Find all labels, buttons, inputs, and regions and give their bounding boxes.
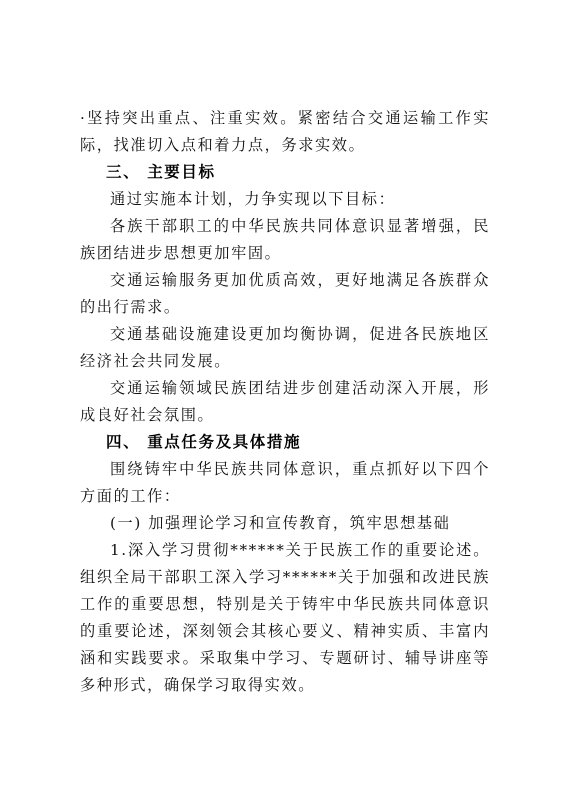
paragraph-goal-awareness: 各族干部职工的中华民族共同体意识显著增强，民族团结进步思想更加牢固。 [80,217,490,262]
paragraph-goal-infrastructure: 交通基础设施建设更加均衡协调，促进各民族地区经济社会共同发展。 [80,325,490,370]
paragraph-goals-intro: 通过实施本计划，力争实现以下目标： [110,190,396,208]
paragraph-goal-unity: 交通运输领域民族团结进步创建活动深入开展，形成良好社会氛围。 [80,379,490,424]
paragraph-task-1: 1.深入学习贯彻******关于民族工作的重要论述。组织全局干部职工深入学习******关于加强和改进民族工作的重要思想，特别是关于铸牢中华民族共同体意识的重要论述，深刻领会其核心要义、精神实质、丰富内涵和实践要求。采取集中学习、专题研讨、辅导讲座等多种形式，确保学习取得实效。 [80,541,490,694]
section-heading-main-goals: 三、 主要目标 [106,163,216,181]
document-body [80,105,490,699]
paragraph-tasks-intro: 围绕铸牢中华民族共同体意识，重点抓好以下四个方面的工作： [80,460,490,505]
paragraph-goal-service: 交通运输服务更加优质高效，更好地满足各族群众的出行需求。 [80,271,490,316]
section-heading-key-tasks: 四、 重点任务及具体措施 [106,433,302,451]
paragraph-principle: ·坚持突出重点、注重实效。紧密结合交通运输工作实际，找准切入点和着力点，务求实效。 [80,109,490,154]
subsection-heading-theory-study: (一) 加强理论学习和宣传教育，筑牢思想基础 [110,514,451,532]
